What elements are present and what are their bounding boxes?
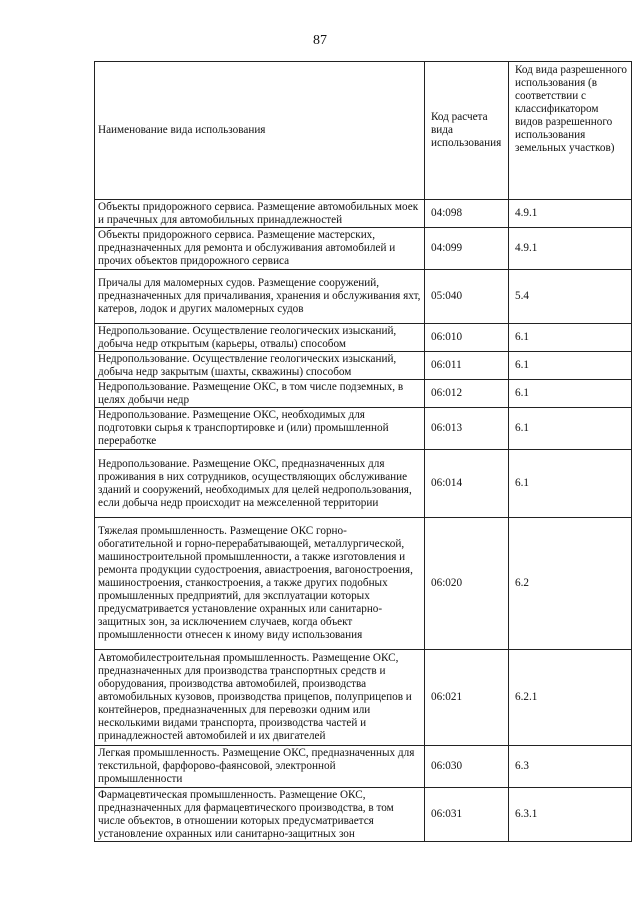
table-row [95, 380, 632, 408]
name-cell: Недропользование. Осуществление геологических изысканий, добыча недр закрытым (шахты, скважины) способом [95, 352, 425, 380]
table-row [95, 200, 632, 228]
name-cell: Автомобилестроительная промышленность. Размещение ОКС, предназначенных для производства транспортных средств и оборудования, производства автомобилей, производства автомобильных кузовов, производства прицепов, полуприцепов и контейнеров, предназначенных для перевозки одним или несколькими видами транспорта, производства частей и принадлежностей автомобилей и их двигателей [95, 650, 425, 746]
table-row [95, 408, 632, 450]
code-cell: 06:014 [425, 450, 509, 518]
code-cell: 06:020 [425, 518, 509, 650]
code-cell: 06:013 [425, 408, 509, 450]
classifier-cell: 6.3.1 [509, 788, 632, 842]
table-row [95, 650, 632, 746]
classifier-cell: 6.1 [509, 408, 632, 450]
name-cell: Фармацевтическая промышленность. Размещение ОКС, предназначенных для фармацевтического производства, в том числе объектов, в отношении которых предусматривается установление охранных или санитарно-защитных зон [95, 788, 425, 842]
classifier-cell: 4.9.1 [509, 200, 632, 228]
classifier-cell: 6.2.1 [509, 650, 632, 746]
name-cell: Легкая промышленность. Размещение ОКС, предназначенных для текстильной, фарфорово-фаянсовой, электронной промышленности [95, 746, 425, 788]
name-cell: Причалы для маломерных судов. Размещение сооружений, предназначенных для причаливания, хранения и обслуживания яхт, катеров, лодок и других маломерных судов [95, 270, 425, 324]
table-header-row [95, 62, 632, 200]
page-number: 87 [313, 33, 327, 48]
code-cell: 06:010 [425, 324, 509, 352]
code-cell: 06:031 [425, 788, 509, 842]
classifier-cell: 6.3 [509, 746, 632, 788]
header-classifier-cell: Код вида разрешенного использования (в соответствии с классификатором видов разрешенного использования земельных участков) [509, 62, 632, 200]
name-cell: Тяжелая промышленность. Размещение ОКС горно-обогатительной и горно-перерабатывающей, металлургической, машиностроительной промышленности, а также изготовления и ремонта продукции судостроения, авиастроения, вагоностроения, машиностроения, станкостроения, а также других подобных промышленных предприятий, для эксплуатации которых предусматривается установление охранных или санитарно-защитных зон, за исключением случаев, когда объект промышленности отнесен к иному виду использования [95, 518, 425, 650]
land-use-table [94, 61, 632, 842]
name-cell: Недропользование. Осуществление геологических изысканий, добыча недр открытым (карьеры, отвалы) способом [95, 324, 425, 352]
code-cell: 05:040 [425, 270, 509, 324]
classifier-cell: 6.1 [509, 450, 632, 518]
table-row [95, 746, 632, 788]
name-cell: Недропользование. Размещение ОКС, необходимых для подготовки сырья к транспортировке и (или) промышленной переработке [95, 408, 425, 450]
table-row [95, 450, 632, 518]
header-name-cell: Наименование вида использования [95, 62, 425, 200]
name-cell: Объекты придорожного сервиса. Размещение мастерских, предназначенных для ремонта и обслуживания автомобилей и прочих объектов придорожного сервиса [95, 228, 425, 270]
classifier-cell: 6.1 [509, 324, 632, 352]
table-row [95, 270, 632, 324]
code-cell: 06:011 [425, 352, 509, 380]
code-cell: 04:099 [425, 228, 509, 270]
classifier-cell: 6.2 [509, 518, 632, 650]
table-row [95, 324, 632, 352]
classifier-cell: 4.9.1 [509, 228, 632, 270]
table-row [95, 788, 632, 842]
code-cell: 06:012 [425, 380, 509, 408]
code-cell: 06:030 [425, 746, 509, 788]
name-cell: Объекты придорожного сервиса. Размещение автомобильных моек и прачечных для автомобильных принадлежностей [95, 200, 425, 228]
table-row [95, 352, 632, 380]
name-cell: Недропользование. Размещение ОКС, в том числе подземных, в целях добычи недр [95, 380, 425, 408]
name-cell: Недропользование. Размещение ОКС, предназначенных для проживания в них сотрудников, осуществляющих обслуживание зданий и сооружений, необходимых для целей недропользования, если добыча недр происходит на межселенной территории [95, 450, 425, 518]
classifier-cell: 6.1 [509, 352, 632, 380]
table-row [95, 518, 632, 650]
code-cell: 04:098 [425, 200, 509, 228]
header-code-cell: Код расчета вида использования [425, 62, 509, 200]
table-row [95, 228, 632, 270]
classifier-cell: 6.1 [509, 380, 632, 408]
classifier-cell: 5.4 [509, 270, 632, 324]
code-cell: 06:021 [425, 650, 509, 746]
